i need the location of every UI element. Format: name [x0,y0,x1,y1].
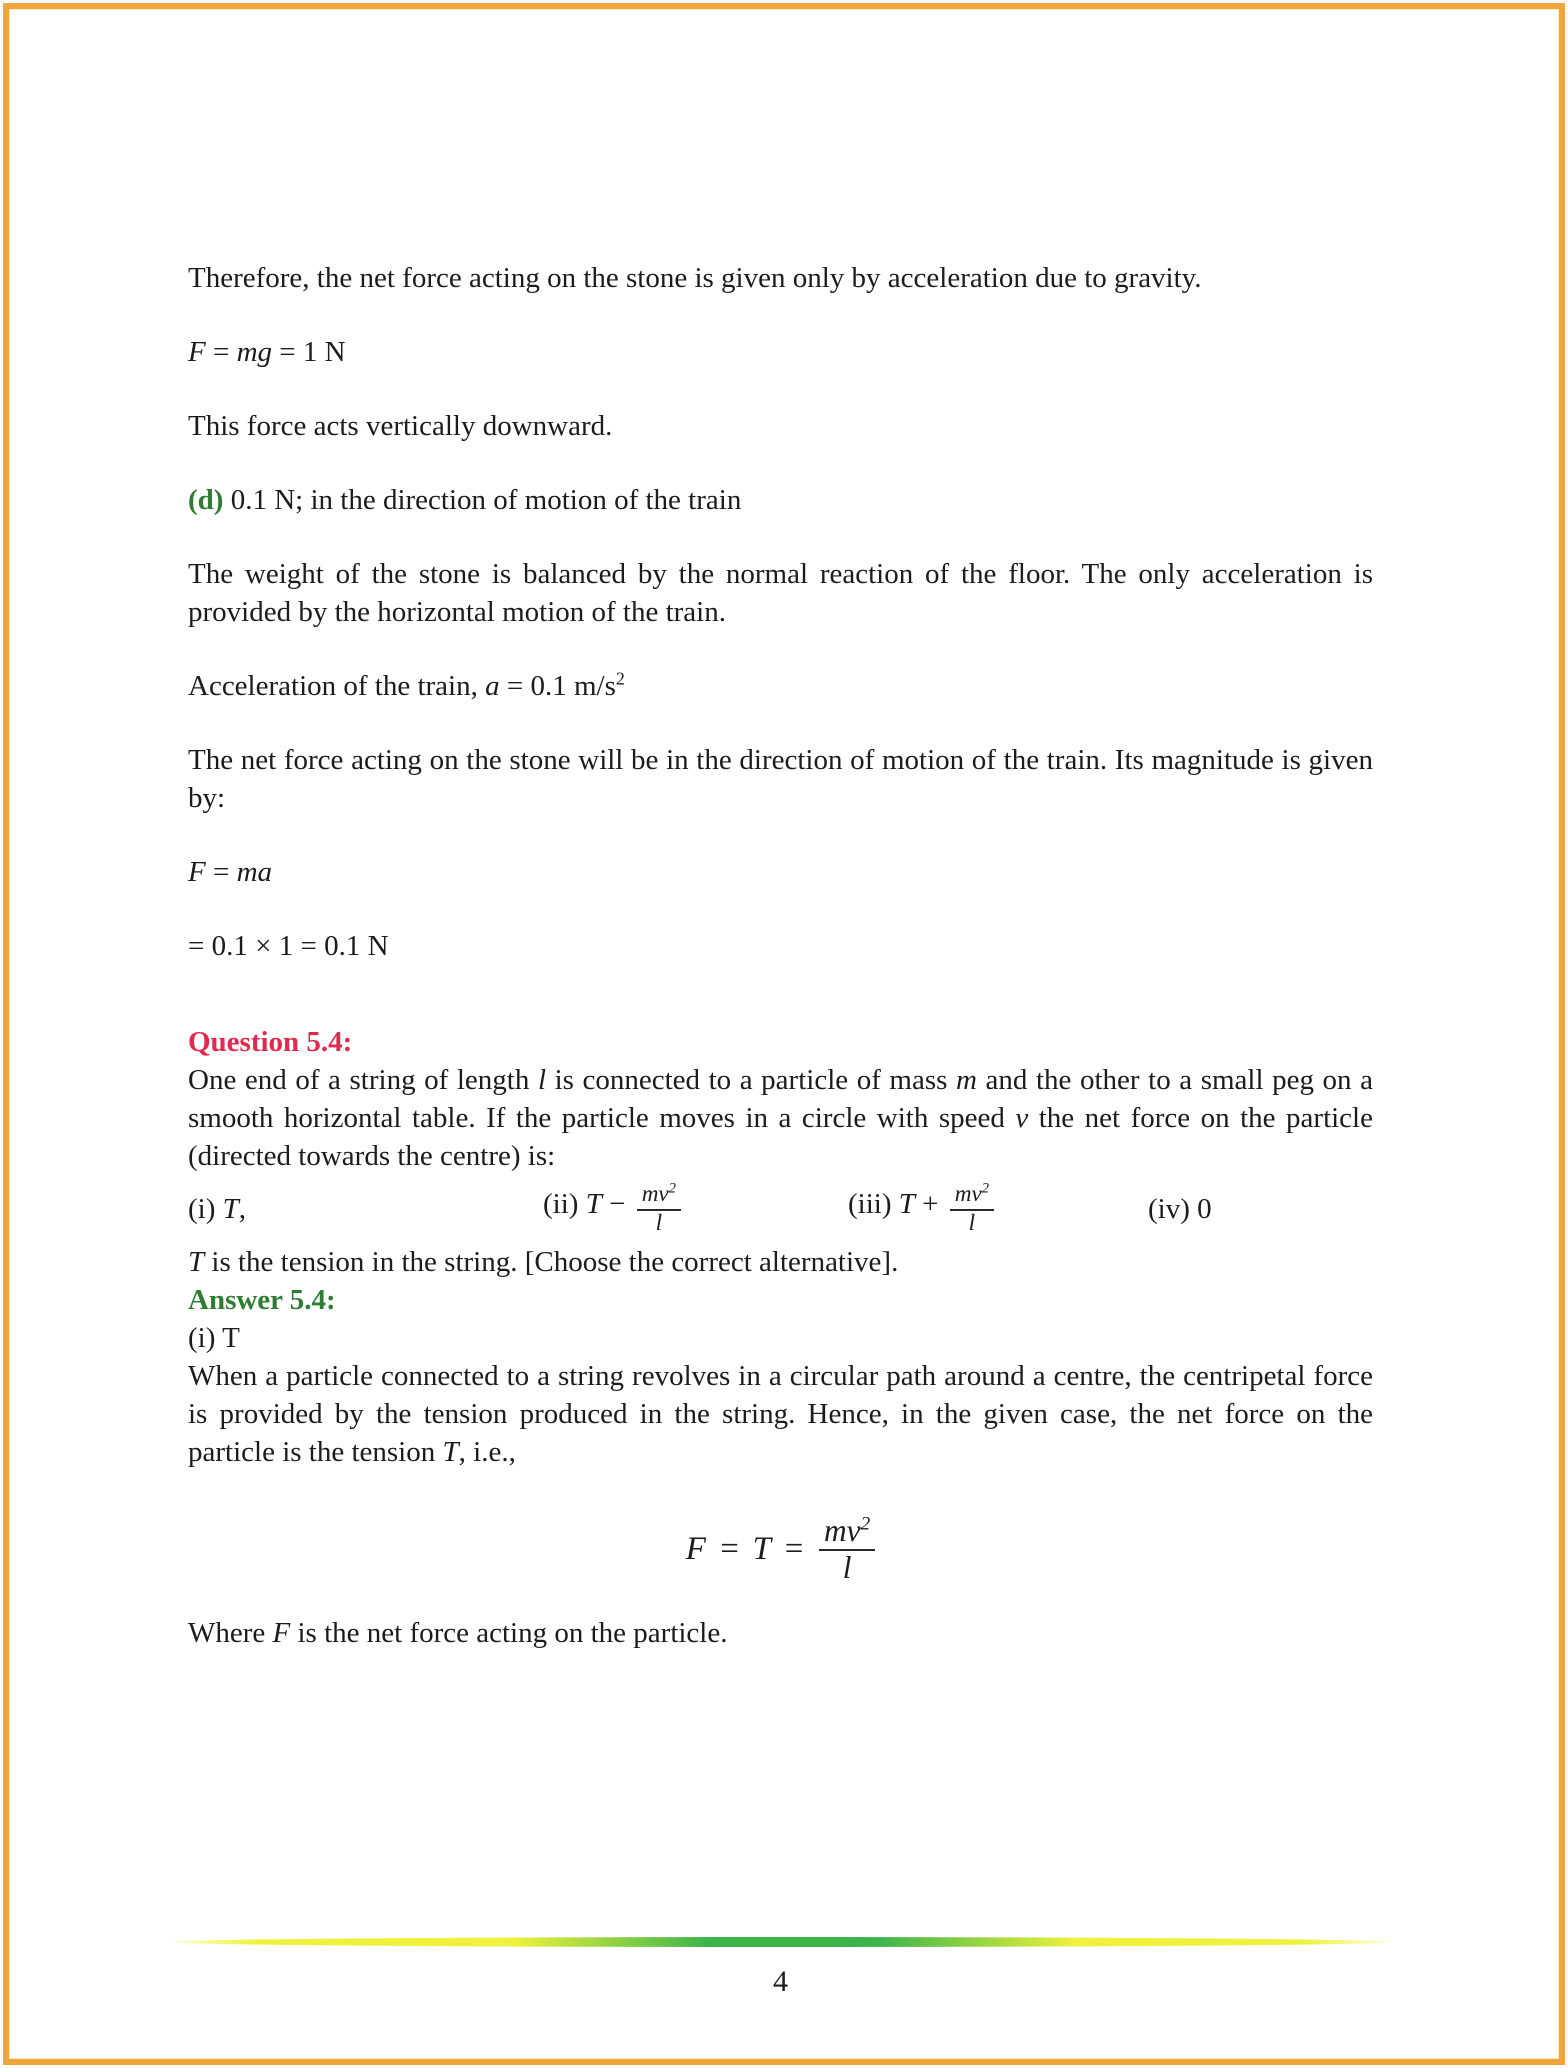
paragraph-force-downward: This force acts vertically downward. [188,410,613,442]
fraction-denominator: l [655,1209,663,1236]
fraction-denominator: l [842,1549,852,1585]
option-iii-label: (iii) [848,1187,899,1220]
answer-choice: (i) T [188,1322,240,1354]
gradient-divider [171,1937,1391,1947]
var-T: T [222,1193,239,1225]
fraction-numerator: $mv^2$ [950,1183,994,1211]
question-text: and the other to a small peg on a smooth horizontal table. If the particle moves in a circle with speed [188,1064,1373,1134]
equation-result: = 0.1 × 1 = 0.1 N [188,930,389,962]
var-F: F [188,336,206,368]
equals-sign: = [205,856,237,888]
where-text: is the net force acting on the particle. [290,1616,728,1649]
answer-d-label: (d) [188,484,224,516]
option-i [188,1190,543,1228]
superscript-2: 2 [860,1513,871,1535]
var-a: a [485,670,500,702]
var-ma: ma [236,856,273,888]
question-tail [188,1243,1373,1281]
option-iv: (iv) 0 [1148,1193,1212,1225]
content-area [9,9,1559,2059]
acceleration-value: = 0.1 m/s [499,670,616,702]
var-l: l [537,1064,546,1096]
question-text: is connected to a particle of mass [546,1064,956,1096]
question-text: the net force on the particle (directed towards the centre) is: [188,1102,1373,1172]
var-v: v [1015,1102,1029,1134]
equation-value: = 1 N [272,336,346,368]
equals-sign: = [205,336,237,368]
fraction [950,1180,994,1236]
fraction-denominator: l [968,1209,976,1236]
paragraph-where-f [188,1614,1373,1652]
paragraph-net-force-gravity: Therefore, the net force acting on the stone is given only by acceleration due to gravity. [188,262,1202,294]
formula-lhs: F = T = [685,1531,807,1568]
answer-text: , i.e., [458,1436,516,1468]
paragraph-net-force-direction: The net force acting on the stone will be in the direction of motion of the train. Its magnitude is given by: [188,744,1373,814]
option-ii-label: (ii) [543,1187,586,1220]
answer-heading: Answer 5.4: [188,1284,336,1316]
var-m: m [956,1064,977,1096]
paragraph-weight-balanced: The weight of the stone is balanced by the normal reaction of the floor. The only acceleration is provided by the horizontal motion of the train. [188,558,1373,628]
question-tail-text: is the tension in the string. [Choose the correct alternative]. [204,1246,899,1278]
option-ii [543,1180,848,1236]
fraction-numerator: $mv^2$ [637,1183,681,1211]
superscript-2: 2 [981,1180,989,1197]
var-mg: mg [236,336,273,368]
superscript-2: 2 [615,668,625,689]
superscript-2: 2 [668,1180,676,1197]
var-T: T [585,1187,602,1220]
plus-operator: + [914,1187,946,1220]
answer-text: When a particle connected to a string revolves in a circular path around a centre, the centripetal force is provided by the tension produced in the string. Hence, in the given case, the net force on the particle is the tension [188,1360,1373,1468]
option-i-label: (i) [188,1193,223,1225]
acceleration-prefix: Acceleration of the train, [188,670,486,702]
answer-d-line [188,481,1373,519]
fraction [637,1180,681,1236]
var-F: F [272,1616,291,1649]
equation-f-mg [188,333,1373,371]
option-iii [848,1180,1148,1236]
answer-d-text: 0.1 N; in the direction of motion of the train [223,484,742,516]
where-text: Where [188,1616,273,1649]
question-text: One end of a string of length [188,1064,538,1096]
equation-f-ma [188,853,1373,891]
var-T: T [188,1246,205,1278]
formula-block [188,1515,1373,1584]
minus-operator: − [601,1187,633,1220]
question-paragraph [188,1061,1373,1175]
line-acceleration-train [188,667,1373,705]
formula-fraction [819,1515,875,1584]
option-i-comma: , [238,1193,247,1225]
page-number: 4 [773,1965,788,1998]
fraction-numerator: $mv^2$ [819,1515,875,1551]
options-row [188,1177,1373,1241]
var-T: T [898,1187,915,1220]
question-heading: Question 5.4: [188,1026,353,1058]
page-footer [188,1937,1373,2059]
var-F: F [188,856,206,888]
page-border-frame [3,3,1565,2065]
var-T: T [442,1436,459,1468]
answer-paragraph [188,1357,1373,1471]
